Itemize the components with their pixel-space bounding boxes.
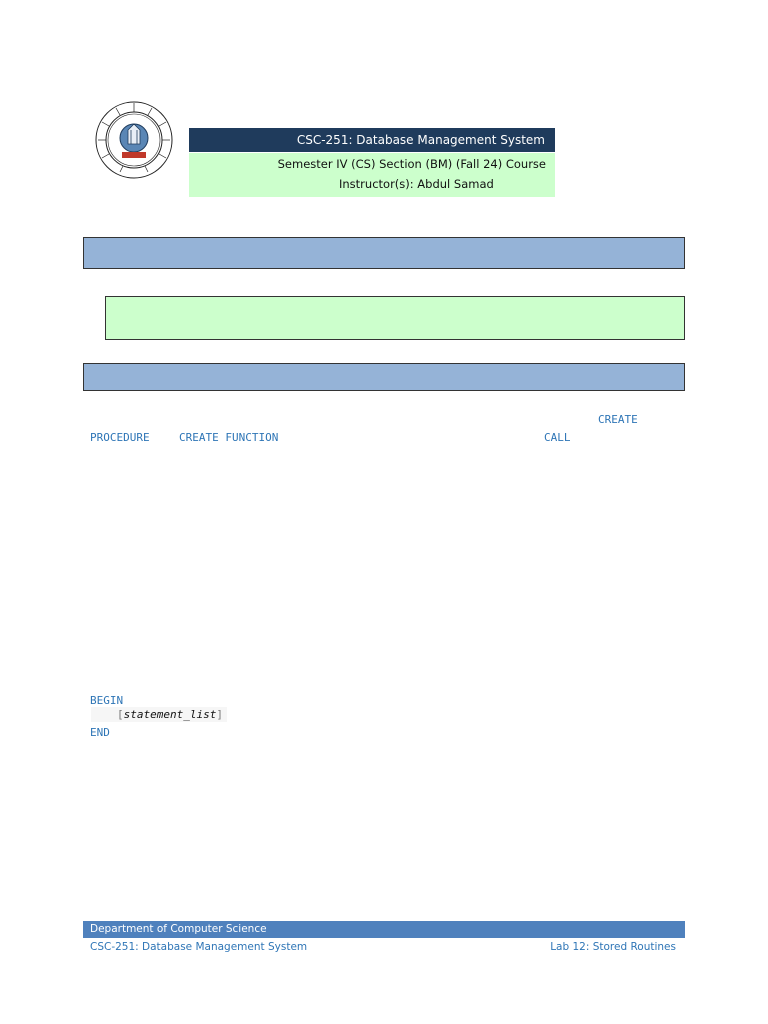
footer-lab: Lab 12: Stored Routines [550,941,676,953]
university-logo [94,100,174,180]
code-close-bracket: ] [216,708,223,721]
objective-box [105,296,685,340]
code-end: END [90,726,110,739]
keyword-procedure: PROCEDURE [90,431,150,444]
footer-course: CSC-251: Database Management System [90,941,308,953]
course-title: CSC-251: Database Management System [296,133,545,147]
code-open-bracket: [ [117,708,124,721]
section-heading-bar [83,363,685,391]
keyword-create-function: CREATE FUNCTION [179,431,279,444]
section-title-bar [83,237,685,269]
footer-department-bar [83,921,685,938]
keyword-create: CREATE [598,413,638,426]
code-statement-line [91,707,227,722]
code-begin: BEGIN [90,694,124,707]
code-statement-list: statement_list [123,708,217,721]
course-title-banner [189,128,555,152]
course-info-instructor: Instructor(s): Abdul Samad [339,177,494,191]
keyword-call: CALL [544,431,571,444]
footer-department: Department of Computer Science [90,923,267,935]
course-info-banner [189,153,555,197]
course-info-semester: Semester IV (CS) Section (BM) (Fall 24) Course [277,157,546,171]
